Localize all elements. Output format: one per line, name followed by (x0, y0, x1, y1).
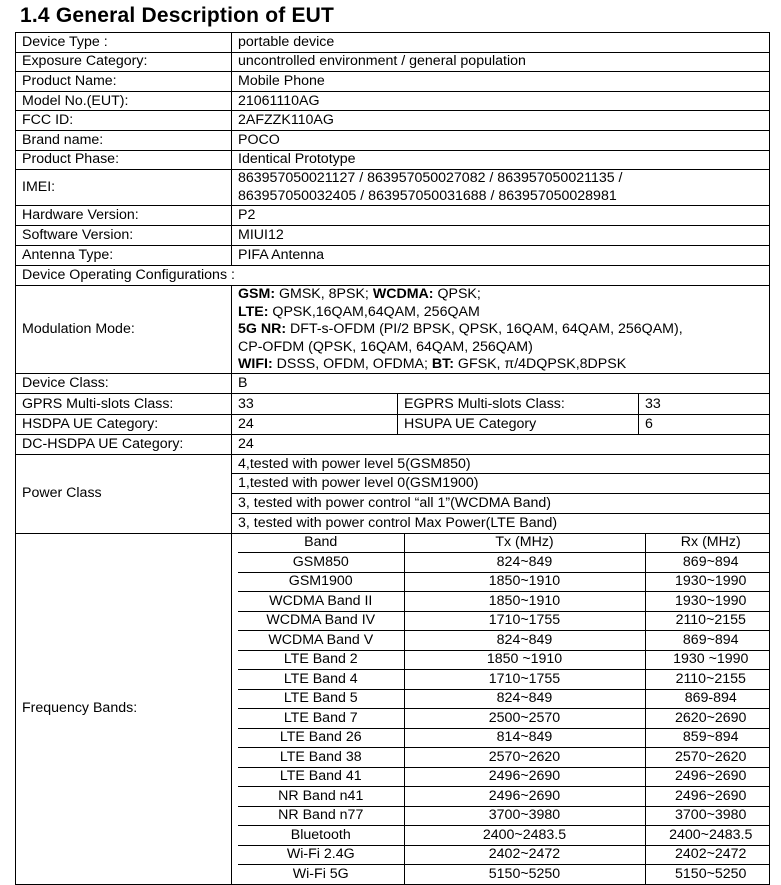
dc-hsdpa-value: 24 (232, 434, 770, 454)
frequency-band-row (238, 826, 770, 846)
imei-line-1: 863957050021127 / 863957050027082 / 863957050021135 / (238, 170, 623, 187)
band-cell: LTE Band 2 (238, 650, 404, 670)
rx-cell: 2496~2690 (645, 767, 770, 787)
tx-cell: 824~849 (404, 553, 645, 573)
tx-cell: 1850 ~1910 (404, 650, 645, 670)
device-class-label: Device Class: (16, 374, 232, 394)
tx-cell: 1710~1755 (404, 670, 645, 690)
tx-cell: 2570~2620 (404, 748, 645, 768)
tx-header: Tx (MHz) (404, 534, 645, 553)
tx-cell: 1850~1910 (404, 592, 645, 612)
band-cell: LTE Band 5 (238, 689, 404, 709)
hsupa-value: 6 (639, 414, 770, 434)
product-phase-label: Product Phase: (16, 150, 232, 170)
power-class-item: 4,tested with power level 5(GSM850) (232, 454, 770, 474)
frequency-band-row (238, 845, 770, 865)
product-name-value: Mobile Phone (232, 72, 770, 92)
section-title: 1.4 General Description of EUT (20, 4, 335, 27)
brand-name-label: Brand name: (16, 130, 232, 150)
model-no-label: Model No.(EUT): (16, 91, 232, 111)
gprs-value: 33 (232, 394, 398, 414)
rx-cell: 2570~2620 (645, 748, 770, 768)
rx-cell: 869-894 (645, 689, 770, 709)
device-type-value: portable device (232, 33, 770, 53)
band-cell: Bluetooth (238, 826, 404, 846)
hsdpa-label: HSDPA UE Category: (16, 414, 232, 434)
frequency-band-row (238, 767, 770, 787)
band-cell: LTE Band 26 (238, 728, 404, 748)
modulation-lte-line (238, 304, 763, 321)
rx-cell: 2110~2155 (645, 670, 770, 690)
frequency-band-row (238, 572, 770, 592)
row-imei (16, 170, 770, 206)
rx-cell: 2496~2690 (645, 787, 770, 807)
hsupa-label: HSUPA UE Category (398, 414, 639, 434)
row-power-class-1 (16, 454, 770, 474)
wifi-key: WIFI: (238, 355, 273, 372)
bt-value: GFSK, π/4DQPSK,8DPSK (453, 355, 627, 372)
row-exposure-category (16, 52, 770, 72)
frequency-band-row (238, 728, 770, 748)
exposure-category-value: uncontrolled environment / general population (232, 52, 770, 72)
rx-cell: 1930~1990 (645, 572, 770, 592)
gsm-key: GSM: (238, 286, 276, 303)
frequency-band-row (238, 709, 770, 729)
software-version-label: Software Version: (16, 226, 232, 246)
row-device-class (16, 374, 770, 394)
device-operating-configurations-label: Device Operating Configurations : (16, 266, 770, 286)
tx-cell: 814~849 (404, 728, 645, 748)
gprs-label: GPRS Multi-slots Class: (16, 394, 232, 414)
rx-cell: 3700~3980 (645, 806, 770, 826)
band-cell: GSM850 (238, 553, 404, 573)
row-dc-hsdpa (16, 434, 770, 454)
band-cell: LTE Band 4 (238, 670, 404, 690)
wifi-value: DSSS, OFDM, OFDMA; (272, 355, 432, 372)
software-version-value: MIUI12 (232, 226, 770, 246)
modulation-wifi-bt-line (238, 356, 763, 373)
row-brand-name (16, 130, 770, 150)
antenna-type-label: Antenna Type: (16, 246, 232, 266)
row-hardware-version (16, 205, 770, 225)
product-name-label: Product Name: (16, 72, 232, 92)
modulation-nr-line-2: CP-OFDM (QPSK, 16QAM, 64QAM, 256QAM) (238, 338, 533, 355)
device-type-label: Device Type : (16, 33, 232, 53)
tx-cell: 2402~2472 (404, 845, 645, 865)
row-device-operating-configurations (16, 266, 770, 286)
row-fcc-id (16, 111, 770, 131)
hsdpa-value: 24 (232, 414, 398, 434)
band-cell: LTE Band 7 (238, 709, 404, 729)
band-cell: WCDMA Band II (238, 592, 404, 612)
row-modulation-mode (16, 286, 770, 374)
row-hsdpa (16, 414, 770, 434)
row-device-type (16, 33, 770, 53)
wcdma-value: QPSK; (433, 286, 481, 303)
band-cell: NR Band n41 (238, 787, 404, 807)
model-no-value: 21061110AG (232, 91, 770, 111)
bt-key: BT: (431, 355, 454, 372)
power-class-item: 1,tested with power level 0(GSM1900) (232, 474, 770, 494)
power-class-item: 3, tested with power control “all 1”(WCDMA Band) (232, 494, 770, 514)
rx-cell: 869~894 (645, 631, 770, 651)
rx-cell: 2620~2690 (645, 709, 770, 729)
tx-cell: 2500~2570 (404, 709, 645, 729)
gsm-value: GMSK, 8PSK; (275, 286, 373, 303)
rx-cell: 5150~5250 (645, 865, 770, 884)
tx-cell: 3700~3980 (404, 806, 645, 826)
tx-cell: 2496~2690 (404, 787, 645, 807)
tx-cell: 1710~1755 (404, 611, 645, 631)
egprs-label: EGPRS Multi-slots Class: (398, 394, 639, 414)
tx-cell: 5150~5250 (404, 865, 645, 884)
power-class-label: Power Class (16, 454, 232, 533)
band-cell: WCDMA Band V (238, 631, 404, 651)
modulation-mode-label: Modulation Mode: (16, 286, 232, 374)
frequency-bands-label: Frequency Bands: (16, 533, 232, 884)
frequency-band-row (238, 670, 770, 690)
tx-cell: 1850~1910 (404, 572, 645, 592)
frequency-bands-table (238, 534, 770, 884)
frequency-bands-header (238, 534, 770, 553)
band-cell: LTE Band 38 (238, 748, 404, 768)
imei-value (232, 170, 770, 206)
band-cell: LTE Band 41 (238, 767, 404, 787)
rx-cell: 2110~2155 (645, 611, 770, 631)
nr-key: 5G NR: (238, 321, 287, 338)
modulation-gsm-wcdma-line (238, 286, 763, 303)
exposure-category-label: Exposure Category: (16, 52, 232, 72)
rx-header: Rx (MHz) (645, 534, 770, 553)
frequency-band-row (238, 748, 770, 768)
frequency-band-row (238, 787, 770, 807)
lte-value: QPSK,16QAM,64QAM, 256QAM (268, 303, 480, 320)
fcc-id-value: 2AFZZK110AG (232, 111, 770, 131)
power-class-item: 3, tested with power control Max Power(LTE Band) (232, 513, 770, 533)
frequency-band-row (238, 689, 770, 709)
frequency-band-row (238, 806, 770, 826)
rx-cell: 1930~1990 (645, 592, 770, 612)
rx-cell: 869~894 (645, 553, 770, 573)
row-frequency-bands (16, 533, 770, 884)
band-cell: Wi-Fi 2.4G (238, 845, 404, 865)
row-product-name (16, 72, 770, 92)
fcc-id-label: FCC ID: (16, 111, 232, 131)
rx-cell: 859~894 (645, 728, 770, 748)
hardware-version-label: Hardware Version: (16, 205, 232, 225)
band-cell: NR Band n77 (238, 806, 404, 826)
antenna-type-value: PIFA Antenna (232, 246, 770, 266)
frequency-band-row (238, 553, 770, 573)
wcdma-key: WCDMA: (372, 286, 434, 303)
frequency-band-row (238, 611, 770, 631)
band-cell: WCDMA Band IV (238, 611, 404, 631)
row-gprs (16, 394, 770, 414)
modulation-nr-line (238, 321, 763, 338)
row-antenna-type (16, 246, 770, 266)
brand-name-value: POCO (232, 130, 770, 150)
row-product-phase (16, 150, 770, 170)
lte-key: LTE: (238, 303, 269, 320)
rx-cell: 1930 ~1990 (645, 650, 770, 670)
egprs-value: 33 (639, 394, 770, 414)
rx-cell: 2400~2483.5 (645, 826, 770, 846)
modulation-mode-value (232, 286, 770, 374)
row-software-version (16, 226, 770, 246)
band-cell: GSM1900 (238, 572, 404, 592)
band-header: Band (238, 534, 404, 553)
device-class-value: B (232, 374, 770, 394)
eut-description-table (15, 32, 770, 885)
tx-cell: 824~849 (404, 689, 645, 709)
tx-cell: 824~849 (404, 631, 645, 651)
frequency-band-row (238, 865, 770, 884)
imei-label: IMEI: (16, 170, 232, 206)
imei-line-2: 863957050032405 / 863957050031688 / 863957050028981 (238, 187, 617, 204)
rx-cell: 2402~2472 (645, 845, 770, 865)
hardware-version-value: P2 (232, 205, 770, 225)
band-cell: Wi-Fi 5G (292, 865, 349, 882)
frequency-band-row (238, 650, 770, 670)
row-model-no (16, 91, 770, 111)
frequency-band-row (238, 592, 770, 612)
frequency-bands-cell (232, 533, 770, 884)
tx-cell: 2400~2483.5 (404, 826, 645, 846)
product-phase-value: Identical Prototype (232, 150, 770, 170)
nr-value: DFT-s-OFDM (PI/2 BPSK, QPSK, 16QAM, 64QAM, 256QAM), (286, 321, 683, 338)
dc-hsdpa-label: DC-HSDPA UE Category: (16, 434, 232, 454)
frequency-band-row (238, 631, 770, 651)
tx-cell: 2496~2690 (404, 767, 645, 787)
